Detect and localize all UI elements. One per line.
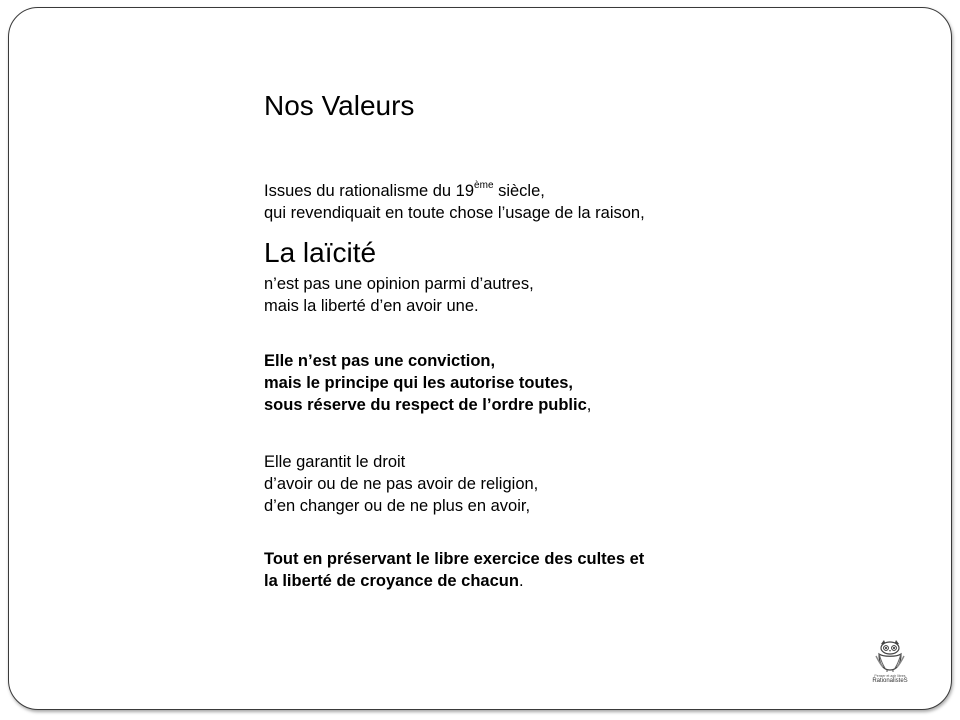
logo-brand: RationalisteS [872, 678, 908, 684]
intro-line-1: Issues du rationalisme du 19ème siècle, [264, 180, 545, 200]
laicite-heading: La laïcité [264, 237, 377, 268]
closing-paragraph [264, 548, 644, 592]
guarantee-line-3: d’en changer ou de ne plus en avoir, [264, 497, 531, 515]
laicite-paragraph [264, 273, 534, 317]
closing-line-2: la liberté de croyance de chacun. [264, 572, 524, 590]
laicite-line-1: n’est pas une opinion parmi d’autres, [264, 275, 534, 293]
laicite-line-2: mais la liberté d’en avoir une. [264, 297, 479, 315]
logo-tagline: Penser et agir libres [874, 674, 906, 678]
principle-line-3: sous réserve du respect de l’ordre public, [264, 396, 592, 414]
guarantee-line-1: Elle garantit le droit [264, 453, 406, 471]
closing-line-1: Tout en préservant le libre exercice des cultes et [264, 550, 645, 568]
intro-line-2: qui revendiquait en toute chose l’usage de la raison, [264, 204, 645, 222]
guarantee-paragraph [264, 451, 538, 517]
guarantee-line-2: d’avoir ou de ne pas avoir de religion, [264, 475, 539, 493]
intro-paragraph [264, 180, 645, 224]
slide-title: Nos Valeurs [264, 90, 415, 121]
principle-line-2: mais le principe qui les autorise toutes, [264, 374, 574, 392]
principle-line-1: Elle n’est pas une conviction, [264, 352, 496, 370]
owl-icon [872, 638, 908, 674]
rationalistes-logo [868, 638, 912, 694]
superscript-eme: ème [474, 180, 494, 191]
principle-paragraph [264, 350, 591, 416]
